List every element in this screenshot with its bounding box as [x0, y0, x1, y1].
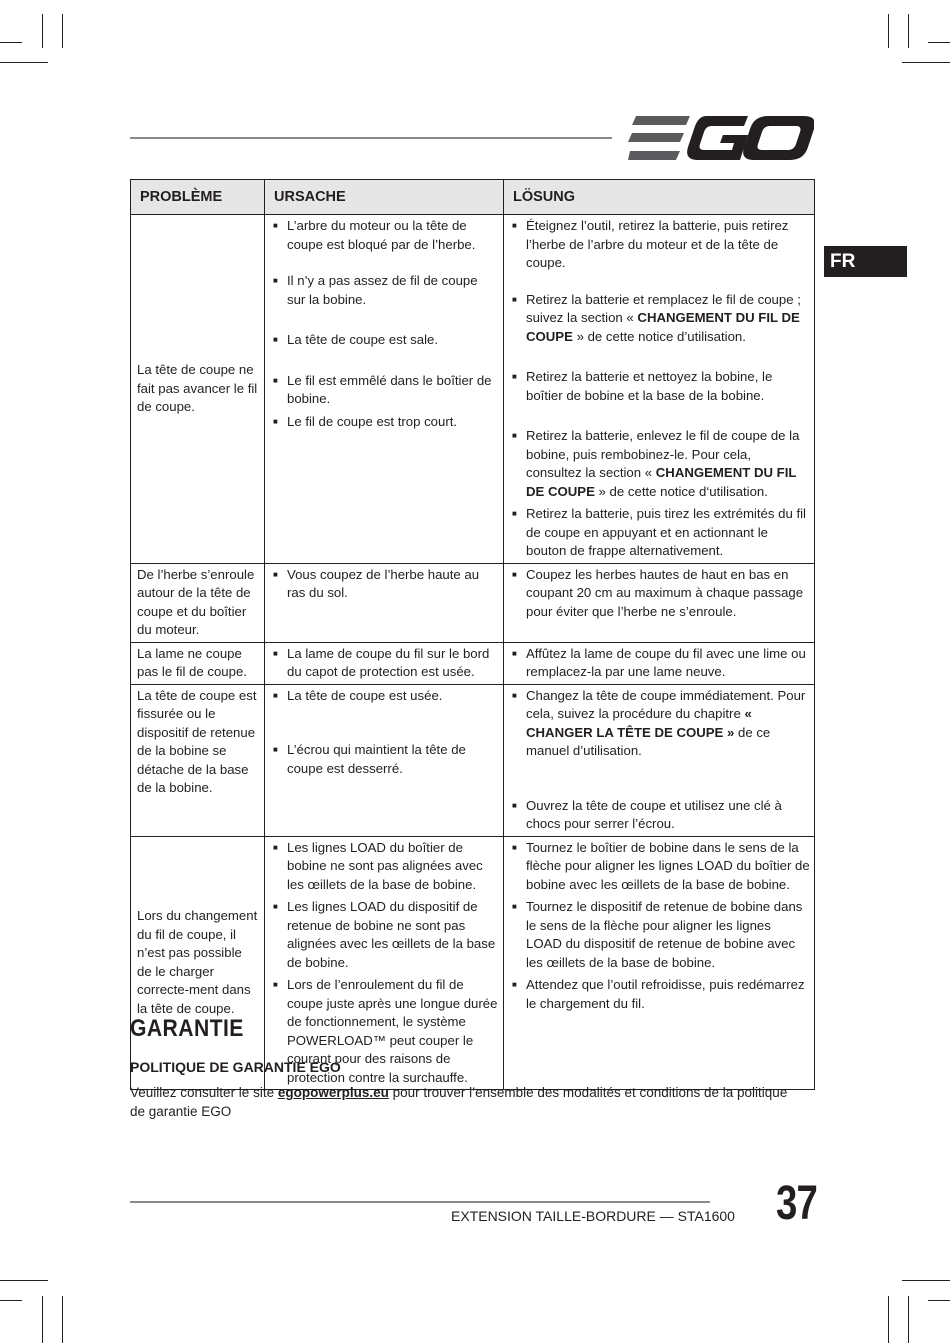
crop-mark: [0, 42, 22, 43]
crop-mark: [0, 1300, 22, 1301]
solution-item: [512, 217, 810, 273]
header-ursache: URSACHE: [265, 180, 504, 215]
solution-text-part: Tournez le dispositif de retenue de bobine dans le sens de la flèche pour aligner les lignes LOAD du dispositif de retenue de bobine avec les œillets de la base de bobine.: [526, 899, 803, 970]
cause-item: [273, 839, 499, 895]
solution-text-part: Changez la tête de coupe immédiatement. Pour cela, suivez la procédure du chapitre: [526, 687, 806, 721]
ego-logo: [628, 116, 814, 160]
cause-cell: [265, 684, 504, 836]
cause-item: [273, 687, 499, 706]
cause-item: [273, 413, 499, 432]
cause-text: Vous coupez de l’herbe haute au ras du sol.: [287, 566, 480, 600]
cause-text: Le fil de coupe est trop court.: [287, 413, 458, 429]
cause-text: La tête de coupe est sale.: [287, 332, 439, 347]
problem-cell: Lors du changement du fil de coupe, il n’est pas possible de le charger correcte-ment dans la tête de coupe.: [131, 836, 265, 1090]
solution-text-part: Affûtez la lame de coupe du fil avec une lime ou remplacez-la par une lame neuve.: [526, 645, 806, 679]
section-reference: CHANGEMENT DU FIL DE COUPE: [526, 465, 797, 499]
table-row: [131, 684, 815, 836]
table-header-row: [131, 180, 815, 215]
solution-text-part: » de cette notice d’utilisation.: [572, 328, 746, 344]
cause-text: La tête de coupe est usée.: [287, 687, 443, 703]
solution-text-part: Retirez la batterie, puis tirez les extrémités du fil de coupe en appuyant et en actionnant le bouton de frappe alternativement.: [526, 506, 806, 558]
cause-text: Les lignes LOAD du boîtier de bobine ne sont pas alignées avec les œillets de la base de bobine.: [287, 839, 483, 892]
section-reference: « CHANGER LA TÊTE DE COUPE »: [526, 706, 752, 740]
crop-mark: [902, 62, 950, 63]
crop-mark: [908, 1296, 909, 1343]
policy-text: [130, 1083, 800, 1121]
solution-text-part: Ouvrez la tête de coupe et utilisez une clé à chocs pour serrer l’écrou.: [526, 797, 782, 831]
cause-text: Le fil est emmêlé dans le boîtier de bobine.: [287, 372, 492, 406]
solution-text-part: Attendez que l’outil refroidisse, puis redémarrez le chargement du fil.: [526, 977, 805, 1011]
table-row: [131, 836, 815, 1090]
solution-text-part: Éteignez l’outil, retirez la batterie, puis retirez l’herbe de l’arbre du moteur et de la tête de coupe.: [526, 218, 789, 270]
garantie-title: GARANTIE: [130, 1015, 244, 1042]
cause-text: L’écrou qui maintient la tête de coupe est desserré.: [287, 742, 466, 776]
solution-text: [526, 506, 806, 558]
crop-mark: [62, 1296, 63, 1343]
policy-subtitle: POLITIQUE DE GARANTIE EGO: [130, 1059, 341, 1075]
problem-cell: De l’herbe s’enroule autour de la tête de coupe et du boîtier du moteur.: [131, 563, 265, 642]
table-row: [131, 642, 815, 684]
solution-item: [512, 368, 810, 405]
solution-cell: [504, 642, 815, 684]
cause-cell: [265, 215, 504, 564]
solution-item: [512, 898, 810, 972]
cause-item: [273, 372, 499, 409]
crop-mark: [42, 14, 43, 48]
solution-item: [512, 645, 810, 682]
cause-text: La lame de coupe du fil sur le bord du capot de protection est usée.: [287, 645, 490, 679]
problem-cell: La tête de coupe ne fait pas avancer le fil de coupe.: [131, 215, 265, 564]
table-row: [131, 215, 815, 564]
cause-item: [273, 898, 499, 972]
crop-mark: [928, 1300, 950, 1301]
crop-mark: [888, 14, 889, 48]
header-probleme: PROBLÈME: [131, 180, 265, 215]
solution-text: [526, 840, 810, 892]
solution-cell: [504, 684, 815, 836]
cause-item: [273, 566, 499, 603]
cause-cell: [265, 642, 504, 684]
cause-item: [273, 272, 499, 309]
header-rule: [130, 137, 612, 139]
cause-text: L’arbre du moteur ou la tête de coupe est bloqué par de l’herbe.: [287, 218, 476, 252]
solution-cell: [504, 836, 815, 1090]
solution-text: [526, 218, 788, 270]
crop-mark: [928, 42, 950, 43]
footer-title: EXTENSION TAILLE-BORDURE — STA1600: [451, 1208, 735, 1224]
cause-item: [273, 217, 499, 254]
solution-text-part: Tournez le boîtier de bobine dans le sens de la flèche pour aligner les lignes LOAD du boîtier de bobine avec les œillets de la base de bobine.: [526, 839, 810, 892]
crop-mark: [888, 1296, 889, 1343]
solution-item: [512, 976, 810, 1013]
crop-mark: [42, 1296, 43, 1343]
crop-mark: [0, 1280, 48, 1281]
solution-text-part: Retirez la batterie, enlevez le fil de coupe de la bobine, puis rembobinez-le. Pour cela, consultez la section «: [526, 428, 800, 480]
solution-item: [512, 505, 810, 561]
section-reference: CHANGEMENT DU FIL DE COUPE: [526, 310, 800, 344]
solution-item: [512, 687, 810, 761]
cause-text: Lors de l’enroulement du fil de coupe juste après une longue durée de fonctionnement, le système POWERLOAD™ peut couper le courant pour des raisons de protection contre la surchauffe.: [287, 977, 498, 1085]
header-losung: LÖSUNG: [504, 180, 815, 215]
solution-text-part: Retirez la batterie et nettoyez la bobine, le boîtier de bobine et la base de la bobine.: [526, 369, 773, 403]
egopowerplus-link[interactable]: egopowerplus.eu: [277, 1085, 389, 1100]
crop-mark: [908, 14, 909, 48]
problem-cell: La tête de coupe est fissurée ou le dispositif de retenue de la bobine se détache de la base de la bobine.: [131, 684, 265, 836]
solution-text: [526, 369, 772, 403]
crop-mark: [902, 1280, 950, 1281]
solution-text: [526, 567, 803, 619]
solution-text: [526, 646, 806, 680]
solution-text: [526, 428, 799, 499]
cause-item: [273, 645, 499, 682]
problem-cell: La lame ne coupe pas le fil de coupe.: [131, 642, 265, 684]
solution-cell: [504, 563, 815, 642]
cause-item: [273, 331, 499, 350]
solution-text-part: de ce manuel d’utilisation.: [526, 724, 771, 758]
footer-rule: [130, 1201, 710, 1203]
cause-text: Il n’y a pas assez de fil de coupe sur la bobine.: [287, 273, 478, 307]
policy-text-start: Veuillez consulter le site: [130, 1085, 278, 1100]
solution-text: [526, 798, 782, 832]
table-row: [131, 563, 815, 642]
crop-mark: [62, 14, 63, 48]
troubleshooting-table: [130, 179, 815, 1090]
solution-text: [526, 977, 805, 1011]
solution-text-part: » de cette notice d‘utilisation.: [594, 483, 768, 499]
solution-item: [512, 839, 810, 895]
cause-cell: [265, 836, 504, 1090]
solution-text: [526, 292, 801, 344]
language-tab: FR: [824, 246, 907, 277]
solution-text-part: Retirez la batterie et remplacez le fil de coupe ; suivez la section «: [526, 291, 801, 325]
solution-cell: [504, 215, 815, 564]
page-number: 37: [776, 1177, 818, 1230]
cause-cell: [265, 563, 504, 642]
solution-text-part: Coupez les herbes hautes de haut en bas en coupant 20 cm au maximum à chaque passage pour éviter que l’herbe ne s’enroule.: [526, 566, 804, 619]
solution-item: [512, 427, 810, 501]
solution-item: [512, 291, 810, 347]
cause-item: [273, 741, 499, 778]
solution-item: [512, 566, 810, 622]
solution-item: [512, 797, 810, 834]
solution-text: [526, 688, 805, 759]
cause-text: Les lignes LOAD du dispositif de retenue de bobine ne sont pas alignées avec les œillets de la base de bobine.: [287, 899, 496, 970]
crop-mark: [0, 62, 48, 63]
policy-text-end: pour trouver l’ensemble des modalités et conditions de la politique de garantie EGO: [130, 1085, 788, 1119]
solution-text: [526, 899, 802, 970]
